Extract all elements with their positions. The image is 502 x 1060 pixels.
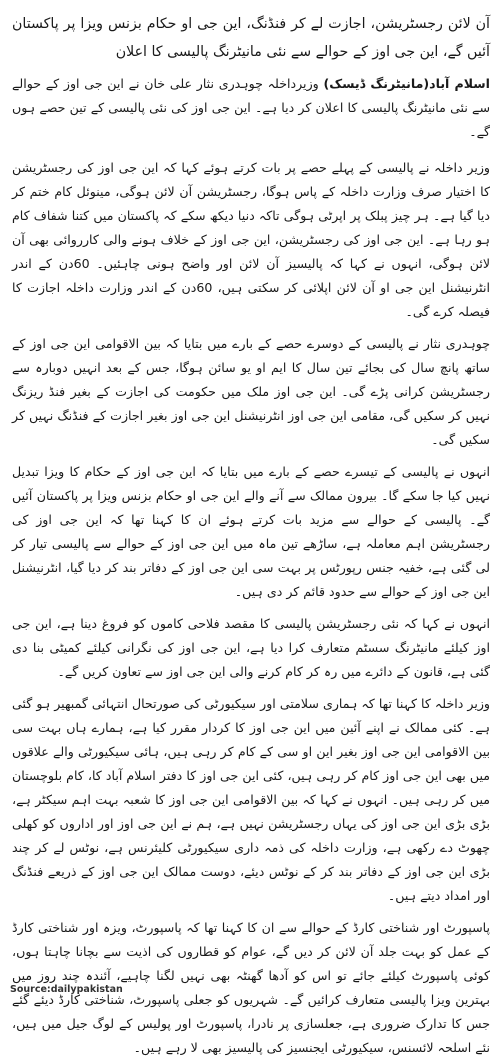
article-paragraph: وزیر داخلہ نے پالیسی کے پہلے حصے پر بات کرتے ہوئے کہا کہ این جی اوز کی رجسٹریشن کا اختیار صرف وزارت داخلہ کے پاس ہوگا، رجسٹریشن آن لائن ہوگی، مینوئل کام ختم کر دیا گیا ہے۔ ہر چیز پبلک پر اپرٹی ہوگی تاکہ دنیا دیکھ سکے کہ پاکستان میں کتنا شفاف کام ہو رہا ہے۔ این جی اوز کی رجسٹریشن، این جی اوز کے خلاف ہونے والی کارروائی بھی آن لائن ہوگی، انہوں نے کہا کہ پالیسیز آن لائن اور واضح ہونی چاہئیں۔ 60دن کے اندر انٹرنیشنل این جی او آن لائن اپلائی کر سکتی ہیں، 60دن کے اندر وزارت داخلہ اجازت کا فیصلہ کرے گی۔ (12, 160, 491, 319)
article-lead-paragraph (12, 72, 490, 144)
article-paragraph: انہوں نے کہا کہ نئی رجسٹریشن پالیسی کا مقصد فلاحی کاموں کو فروغ دینا ہے، این جی اوز کیلئے مانیٹرنگ سسٹم متعارف کرا دیا ہے، این جی اوز کی نگرانی کیلئے کمیٹی بنا دی گئی ہے، قانون کے دائرے میں رہ کر کام کرنے والی این جی اوز سے تعاون کریں گے۔ (12, 616, 490, 679)
article-lead-text: وزیرداخلہ چوہدری نثار علی خان نے این جی اوز کے حوالے سے نئی مانیٹرنگ پالیسی کا اعلان کر دیا ہے۔ این جی اوز کی نئی پالیسی کے تین حصے ہوں گے۔ (12, 76, 490, 139)
article-headline: آن لائن رجسٹریشن، اجازت لے کر فنڈنگ، این جی او حکام بزنس ویزا پر پاکستان آئیں گے، این جی اوز کے حوالے سے نئی مانیٹرنگ پالیسی کا اعلان (12, 16, 490, 60)
article-paragraph: انہوں نے پالیسی کے تیسرے حصے کے بارے میں بتایا کہ این جی اوز کے حکام کا ویزا تبدیل نہیں کیا جا سکے گا۔ بیرون ممالک سے آنے والے این جی او حکام بزنس ویزا پر پاکستان آئیں گے۔ پالیسی کے حوالے سے مزید بات کرتے ہوئے ان کا کہنا تھا کہ این جی اوز کی رجسٹریشن اہم معاملہ ہے، ساڑھے تین ماہ میں این جی اوز کے حوالے سے پالیسی تیار کر لی گئی ہے، خفیہ جنس رپورٹس پر بہت سی این جی اوز کے دفاتر بند کر دیا گیا، انٹرنیشنل این جی اوز کے حوالے سے حدود قائم کر دی ہیں۔ (12, 464, 490, 599)
article-source: Source:dailypakistan (10, 984, 123, 995)
article-paragraph: چوہدری نثار نے پالیسی کے دوسرے حصے کے بارے میں بتایا کہ بین الاقوامی این جی اوز کے ساتھ پانچ سال کی بجائے تین سال کا ایم او یو سائن ہوگا، جس کے بعد انہیں دوبارہ سے رجسٹریشن کرانی پڑے گی۔ این جی اوز ملک میں حکومت کی اجازت کے بغیر فنڈ ریزنگ نہیں کر سکیں گی، مقامی این جی اوز انٹرنیشنل این جی اوز بغیر اجازت کے فنڈنگ نہیں کر سکیں گی۔ (12, 336, 490, 447)
article-paragraph: وزیر داخلہ کا کہنا تھا کہ ہماری سلامتی اور سیکیورٹی کی صورتحال انتہائی گمبھیر ہو گئی ہے۔ کئی ممالک نے اپنے آئین میں این جی اوز کا کردار مقرر کیا ہے، ہمارے ہاں بہت سی بین الاقوامی این جی اوز بغیر این او سی کے کام کر رہی ہیں، ہائی سیکیورٹی والے علاقوں میں بھی این جی اوز کام کر رہی ہیں، کئی این جی اوز کا دفتر اسلام آباد کا، کام بلوچستان میں کر رہی ہیں۔ انہوں نے کہا کہ بین الاقوامی این جی اوز کا شعبہ بہت اہم سیکٹر ہے، بڑی بڑی این جی اوز کی یہاں رجسٹریشن نہیں ہے، ہم نے این جی اوز اور اداروں کو کھلی چھوٹ دے رکھی ہے، وزارت داخلہ کی ذمہ داری سیکیورٹی کلیئرنس ہے، نوٹس لے کر چند بڑی این جی اوز کے دفاتر بند کر کے نوٹس دیئے، دوست ممالک این جی اوز کے ذریعے فنڈنگ اور امداد دیتے ہیں۔ (12, 696, 490, 903)
article-paragraph: پاسپورٹ اور شناختی کارڈ کے حوالے سے ان کا کہنا تھا کہ پاسپورٹ، ویزہ اور شناختی کارڈ کے عمل کو بہت جلد آن لائن کر دیں گے، عوام کو قطاروں کی اذیت سے بچانا چاہتا ہوں، کوئی پاسپورٹ کیلئے جائے تو اس کو آدھا گھنٹہ بھی نہیں لگنا چاہیے، آئندہ چند روز میں بہترین ویزا پالیسی متعارف کرائیں گے۔ شہریوں کو جعلی پاسپورٹ، شناختی کارڈ دیئے گئے جس کا تدارک ضروری ہے، جعلسازی پر نادرا، پاسپورٹ اور پولیس کے لوگ جیل میں ہیں، نئے اسلحہ لائسنس، سیکیورٹی ایجنسیز کی پالیسیز بھی لا رہے ہیں۔ (12, 920, 490, 1055)
article-dateline: اسلام آباد(مانیٹرنگ ڈیسک) (323, 76, 490, 91)
